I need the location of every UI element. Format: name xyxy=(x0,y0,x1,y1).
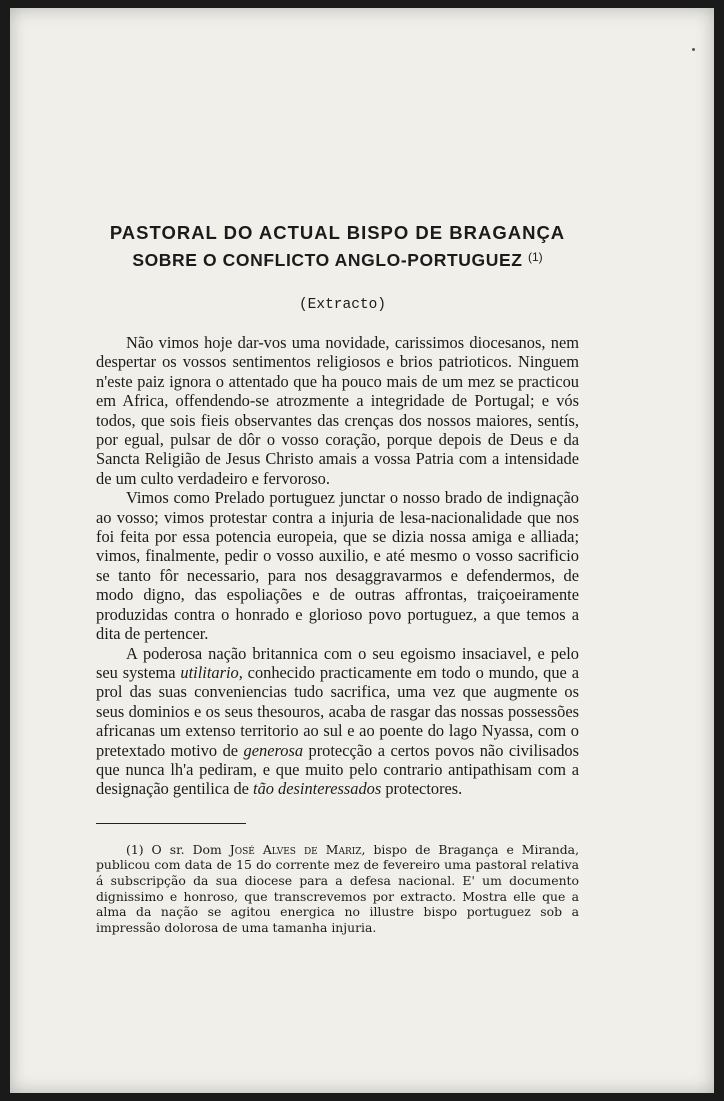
paragraph-2: Vimos como Prelado portuguez junctar o nosso brado de indignação ao vosso; vimos protestar contra a injuria de lesa-nacionalidade que nos foi feita por essa potencia europeia, que se dizia nossa amiga e alliada; vimos, finalmente, pedir o vosso auxilio, e até mesmo o vosso sacrificio se tanto fôr necessario, para nos desaggravarmos e defendermos, de modo digno, das espoliações e de outras affrontas, traiçoeiramente produzidas contra o honrado e glorioso povo portuguez, a que temos a dita de pertencer. xyxy=(96,488,579,644)
page-title xyxy=(96,220,579,273)
body-text xyxy=(96,333,579,799)
emphasis-utilitario: utilitario, xyxy=(180,662,243,682)
subtitle: (Extracto) xyxy=(298,297,386,313)
paragraph-3-part-d: protectores. xyxy=(381,779,463,799)
page-content xyxy=(96,220,579,935)
footnote-part-a: (1) O sr. Dom xyxy=(126,841,230,857)
emphasis-desinteressados: tão desinteressados xyxy=(253,779,382,799)
paragraph-3-part-a: A poderosa nação britannica com o seu egoismo insaciavel, e pelo seu systema xyxy=(96,643,579,682)
title-line-2-text: SOBRE O CONFLICTO ANGLO-PORTUGUEZ xyxy=(132,250,523,270)
footnote-part-b: , bispo de Bragança e Miranda, publicou com data de 15 do corrente mez de fevereiro uma pastoral relativa á subscripção da sua diocese para a defesa nacional. E' um documento dignissimo e honroso, que transcrevemos por extracto. Mostra elle que a alma da nação se agitou energica no illustre bispo portuguez sob a impressão dolorosa de uma tamanha injuria. xyxy=(96,841,580,935)
paragraph-3-part-b: conhecido practicamente em todo o mundo, que a prol das suas conveniencias tudo sacrifica, uma vez que augmente os seus dominios e os seus thesouros, acaba de rasgar das nossas possessões africanas um extenso territorio ao sul e ao poente do lago Nyassa, com o pretextado motivo de xyxy=(96,662,579,760)
paragraph-3-part-c: protecção a certos povos não civilisados que nunca lh'a pediram, e que muito pelo contrario antipathisam com a designação gentilica de xyxy=(96,740,579,799)
footnote-divider xyxy=(96,823,246,824)
footnote xyxy=(96,842,579,936)
paragraph-1: Não vimos hoje dar-vos uma novidade, carissimos diocesanos, nem despertar os vossos sentimentos religiosos e brios patrioticos. Ninguem n'este paiz ignora o attentado que ha pouco mais de um mez se practicou em Africa, offendendo-se atrozmente a integridade de Portugal; e vós todos, que sois fieis observantes das crenças dos nossos maiores, sentís, por egual, pulsar de dôr o vosso coração, porque depois de Deus e da Sancta Religião de Jesus Christo amais a vossa Patria com a intensidade de um culto verdadeiro e fervoroso. xyxy=(96,333,579,488)
footnote-reference: (1) xyxy=(528,250,543,264)
footnote-author-name: José Alves de Mariz xyxy=(229,841,362,857)
emphasis-generosa: generosa xyxy=(243,740,304,760)
paragraph-3 xyxy=(96,644,579,799)
title-line-1: PASTORAL DO ACTUAL BISPO DE BRAGANÇA xyxy=(109,222,566,243)
title-line-2 xyxy=(96,245,579,273)
scanned-page xyxy=(10,8,714,1093)
page-speck xyxy=(692,48,695,51)
